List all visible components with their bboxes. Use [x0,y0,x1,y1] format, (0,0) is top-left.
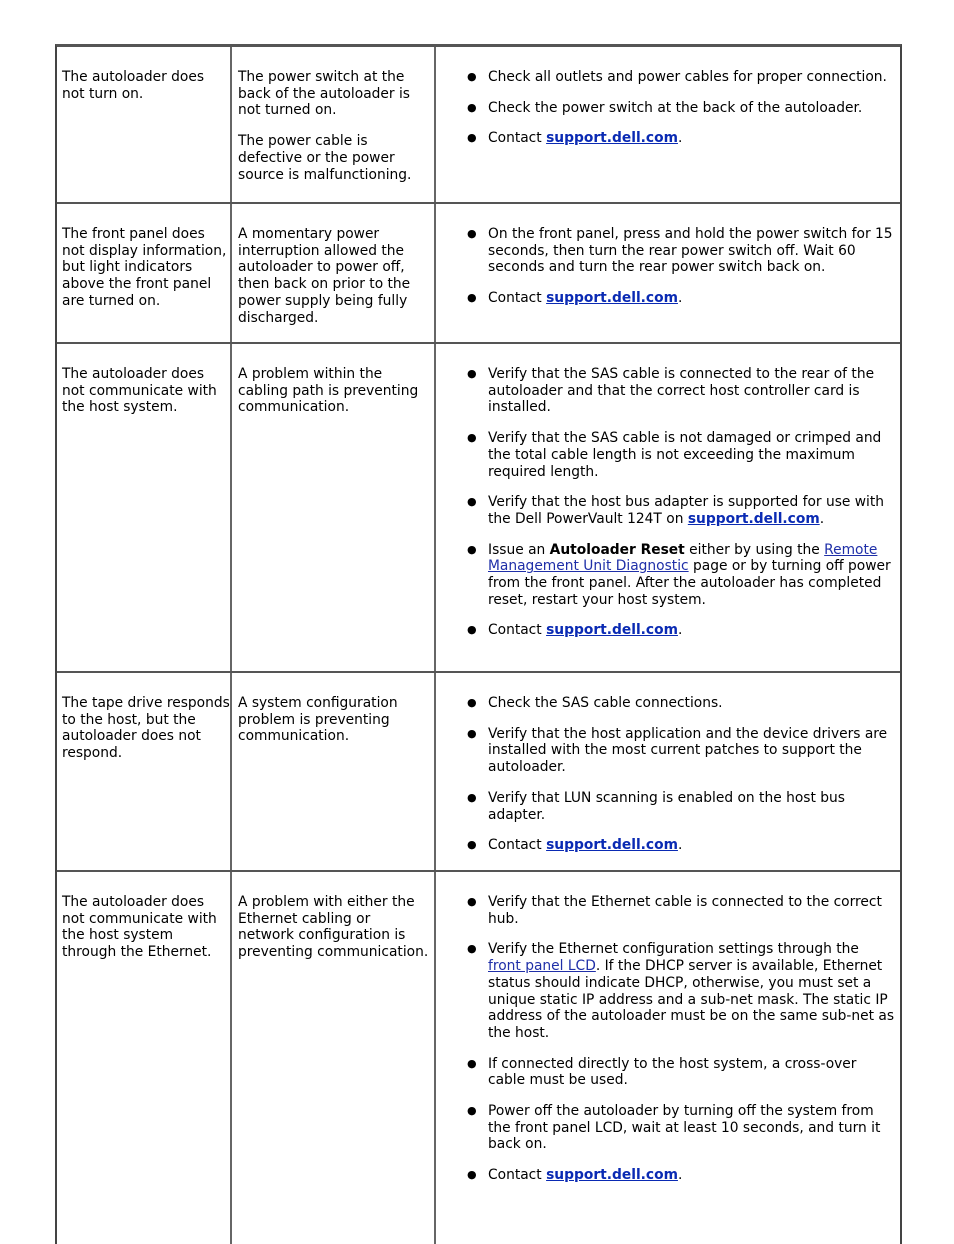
solution-cell [436,673,900,870]
bullet-icon: ● [467,70,477,83]
cause-cell [232,47,436,202]
list-item: ● Verify that the SAS cable is not damaged or crimped and the total cable length is not exceeding the maximum required length. [467,430,882,480]
solution-cell [436,204,900,342]
list-item: ● Verify that the Ethernet cable is connected to the correct hub. [467,894,882,927]
solution-list [436,695,896,854]
table-row [57,47,900,204]
problem-text: The autoloader does not communicate with the host system through the Ethernet. [62,894,217,961]
list-item: ● Power off the autoloader by turning off the system from the front panel LCD, wait at least 10 seconds, and turn it back on. [467,1103,881,1153]
cause-text: A problem with either the Ethernet cabling or network configuration is preventing communication. [238,894,429,961]
cause-cell [232,872,436,1244]
support-link[interactable]: support.dell.com [687,510,820,527]
bullet-icon: ● [467,227,477,240]
front-panel-lcd-link[interactable]: front panel LCD [488,958,596,975]
cause-cell [232,344,436,671]
cause-text: The power switch at the back of the autoloader is not turned on. [238,69,410,119]
table-row [57,344,900,673]
support-link[interactable]: support.dell.com [546,622,678,639]
problem-text: The autoloader does not communicate with the host system. [62,366,217,416]
solution-cell [436,872,900,1244]
bullet-icon: ● [467,131,477,145]
autoloader-reset-term: Autoloader Reset [549,541,685,558]
solution-list [436,366,896,639]
problem-text: The autoloader does not turn on. [62,69,205,102]
list-item: ● Verify that the SAS cable is connected to the rear of the autoloader and that the correct host controller card is installed. [467,366,875,416]
cause-text: A system configuration problem is preventing communication. [238,695,398,745]
cause-cell [232,673,436,870]
list-item: ● Contact support.dell.com. [467,1167,683,1184]
list-item: ● Check the power switch at the back of the autoloader. [467,99,863,116]
bullet-icon: ● [467,367,477,380]
bullet-icon: ● [467,495,477,509]
bullet-icon: ● [467,431,477,445]
solution-list [436,226,896,307]
list-item: ● Verify the Ethernet configuration settings through the front panel LCD. If the DHCP server is available, Ethernet status should indicate DHCP, otherwise, you must set a unique static IP address and a sub-net mask. The static IP address of the autoloader must be on the same sub-net as the host. [467,941,895,1041]
solution-cell [436,344,900,671]
list-item: ● Contact support.dell.com. [467,290,683,307]
list-item: ● Verify that LUN scanning is enabled on the host bus adapter. [467,789,845,823]
problem-cell [57,47,232,202]
bullet-icon: ● [467,942,477,956]
bullet-icon: ● [467,291,477,305]
support-link[interactable]: support.dell.com [546,1167,678,1184]
table-row [57,204,900,344]
cause-text: A problem within the cabling path is preventing communication. [238,366,419,416]
support-link[interactable]: support.dell.com [546,130,678,147]
list-item: ● Contact support.dell.com. [467,130,683,147]
troubleshooting-table [55,44,902,1244]
list-item: ● If connected directly to the host system, a cross-over cable must be used. [467,1055,857,1089]
table-row [57,872,900,1244]
cause-cell [232,204,436,342]
problem-cell [57,872,232,1244]
solution-list [436,894,896,1184]
solution-list [436,69,896,147]
list-item: ● Issue an Autoloader Reset either by using the Remote Management Unit Diagnostic page or by turning off power from the front panel. After the autoloader has completed reset, restart your host system. [467,541,891,608]
bullet-icon: ● [467,1056,477,1070]
bullet-icon: ● [467,542,477,556]
problem-text: The tape drive responds to the host, but the autoloader does not respond. [62,695,230,762]
table-row [57,673,900,872]
list-item: ● Contact support.dell.com. [467,837,683,854]
bullet-icon: ● [467,895,477,908]
problem-cell [57,204,232,342]
bullet-icon: ● [467,790,477,804]
support-link[interactable]: support.dell.com [546,290,678,307]
cause-text: The power cable is defective or the power source is malfunctioning. [238,133,412,183]
bullet-icon: ● [467,623,477,637]
list-item: ● Verify that the host bus adapter is supported for use with the Dell PowerVault 124T on support.dell.com. [467,494,885,527]
bullet-icon: ● [467,726,477,740]
bullet-icon: ● [467,696,477,709]
support-link[interactable]: support.dell.com [546,837,678,854]
list-item: ● On the front panel, press and hold the power switch for 15 seconds, then turn the rear power switch off. Wait 60 seconds and turn the rear power switch back on. [467,226,893,276]
rmu-diagnostic-link[interactable]: Remote Management Unit Diagnostic [488,541,878,575]
solution-cell [436,47,900,202]
list-item: ● Check all outlets and power cables for proper connection. [467,69,887,85]
list-item: ● Check the SAS cable connections. [467,695,723,711]
list-item: ● Contact support.dell.com. [467,622,683,639]
problem-text: The front panel does not display information, but light indicators above the front panel are turned on. [62,226,227,309]
list-item: ● Verify that the host application and the device drivers are installed with the most current patches to support the autoloader. [467,725,888,776]
bullet-icon: ● [467,838,477,852]
problem-cell [57,673,232,870]
bullet-icon: ● [467,1104,477,1118]
bullet-icon: ● [467,100,477,114]
cause-text: A momentary power interruption allowed the autoloader to power off, then back on prior to the power supply being fully discharged. [238,226,411,326]
bullet-icon: ● [467,1168,477,1182]
problem-cell [57,344,232,671]
